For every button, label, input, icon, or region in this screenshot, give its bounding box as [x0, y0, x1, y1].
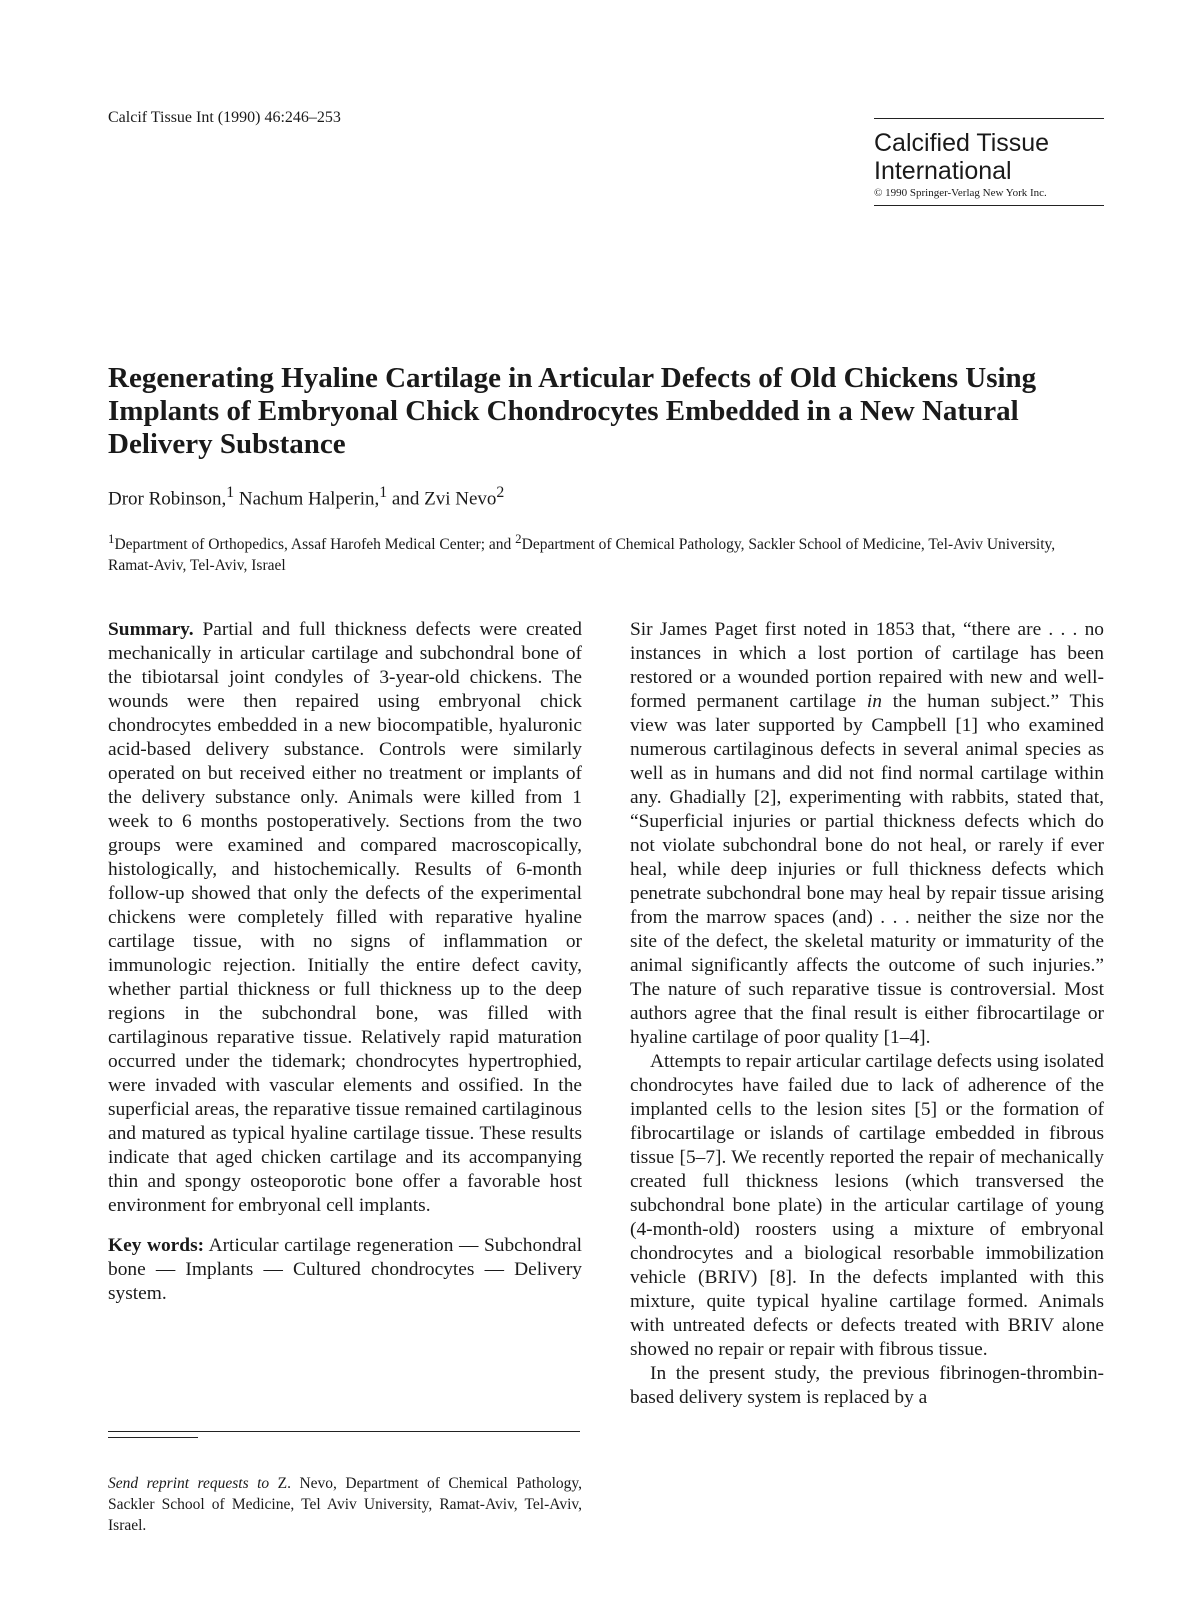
author-affiliation-mark: 2	[496, 484, 505, 501]
author-name: Dror Robinson,	[108, 488, 227, 510]
affiliation-text: Department of Orthopedics, Assaf Harofeh Medical Center; and	[114, 536, 516, 554]
footnote-short-rule	[108, 1437, 198, 1438]
footnote-rule	[108, 1431, 580, 1432]
footnote-text: Z. Nevo, Department of Chemical Pathology, Sackler School of Medicine, Tel Aviv University, Ramat-Aviv, Tel-Aviv, Israel.	[108, 1475, 582, 1534]
keywords-text: Articular cartilage regeneration — Subchondral bone — Implants — Cultured chondrocytes — Delivery system.	[108, 1235, 582, 1304]
keywords-label: Key words:	[108, 1235, 205, 1256]
author-list	[108, 484, 504, 510]
author-affiliation-mark: 1	[226, 484, 235, 501]
summary-label: Summary.	[108, 619, 194, 640]
affiliation-mark: 2	[515, 531, 522, 546]
author-name: and Zvi Nevo	[387, 488, 497, 510]
summary-paragraph	[108, 618, 582, 1218]
right-column	[630, 618, 1104, 1410]
affiliation-text: Department of Chemical Pathology, Sackler School of Medicine, Tel-Aviv University, Ramat-Aviv, Tel-Aviv, Israel	[108, 536, 1056, 575]
masthead-top-rule	[874, 118, 1104, 119]
author-affiliation-mark: 1	[379, 484, 388, 501]
footnote-label: Send reprint requests to	[108, 1475, 270, 1492]
article-title: Regenerating Hyaline Cartilage in Articular Defects of Old Chickens Using Implants of Embryonal Chick Chondrocytes Embedded in a New Natural Delivery Substance	[108, 362, 1037, 460]
body-paragraph: In the present study, the previous fibrinogen-thrombin-based delivery system is replaced by a	[630, 1363, 1104, 1408]
masthead-bottom-rule	[874, 205, 1104, 206]
reprint-footnote	[108, 1473, 582, 1536]
journal-citation: Calcif Tissue Int (1990) 46:246–253	[108, 109, 341, 126]
affiliation-mark: 1	[108, 531, 115, 546]
journal-copyright: © 1990 Springer-Verlag New York Inc.	[874, 187, 1047, 199]
author-name: Nachum Halperin,	[234, 488, 380, 510]
journal-name: Calcified Tissue International	[874, 129, 1050, 185]
body-paragraph	[630, 618, 1104, 1050]
keywords-paragraph	[108, 1234, 582, 1306]
body-paragraph: Attempts to repair articular cartilage defects using isolated chondrocytes have failed due to lack of adherence of the implanted cells to the lesion sites [5] or the formation of fibrocartilage or islands of cartilage embedded in fibrous tissue [5–7]. We recently reported the repair of mechanically created full thickness lesions (which transversed the subchondral bone plate) in the articular cartilage of young (4-month-old) roosters using a mixture of embryonal chondrocytes and a biological resorbable immobilization vehicle (BRIV) [8]. In the defects implanted with this mixture, quite typical hyaline cartilage formed. Animals with untreated defects or defects treated with BRIV alone showed no repair or repair with fibrous tissue.	[630, 1051, 1104, 1360]
body-text: Sir James Paget first noted in 1853 that, “there are . . . no instances in which a lost portion of cartilage has been restored or a wounded portion repaired with new and well-formed permanent cartilage	[630, 619, 1104, 712]
body-text-italic: in	[866, 691, 882, 712]
affiliations	[108, 528, 1093, 576]
summary-text: Partial and full thickness defects were created mechanically in articular cartilage and subchondral bone of the tibiotarsal joint condyles of 3-year-old chickens. The wounds were then repaired using embryonal chick chondrocytes embedded in a new biocompatible, hyaluronic acid-based delivery substance. Controls were similarly operated on but received either no treatment or implants of the delivery substance only. Animals were killed from 1 week to 6 months postoperatively. Sections from the two groups were examined and compared macroscopically, histologically, and histochemically. Results of 6-month follow-up showed that only the defects of the experimental chickens were completely filled with reparative hyaline cartilage tissue, with no signs of inflammation or immunologic rejection. Initially the entire defect cavity, whether partial thickness or full thickness up to the deep regions in the subchondral bone, was filled with cartilaginous reparative tissue. Relatively rapid maturation occurred under the tidemark; chondrocytes hypertrophied, were invaded with vascular elements and ossified. In the superficial areas, the reparative tissue remained cartilaginous and matured as typical hyaline cartilage tissue. These results indicate that aged chicken cartilage and its accompanying thin and spongy osteoporotic bone offer a favorable host environment for embryonal cell implants.	[108, 619, 582, 1216]
body-text: the human subject.” This view was later supported by Campbell [1] who examined numerous cartilaginous defects in several animal species as well as in humans and did not find normal cartilage within any. Ghadially [2], experimenting with rabbits, stated that, “Superficial injuries or partial thickness defects which do not violate subchondral bone do not heal, or rarely if ever heal, while deep injuries or full thickness defects which penetrate subchondral bone may heal by repair tissue arising from the marrow spaces (and) . . . neither the size nor the site of the defect, the skeletal maturity or immaturity of the animal significantly affects the outcome of such injuries.” The nature of such reparative tissue is controversial. Most authors agree that the final result is either fibrocartilage or hyaline cartilage of poor quality [1–4].	[630, 691, 1104, 1048]
left-column	[108, 618, 582, 1306]
journal-masthead	[874, 118, 1104, 206]
